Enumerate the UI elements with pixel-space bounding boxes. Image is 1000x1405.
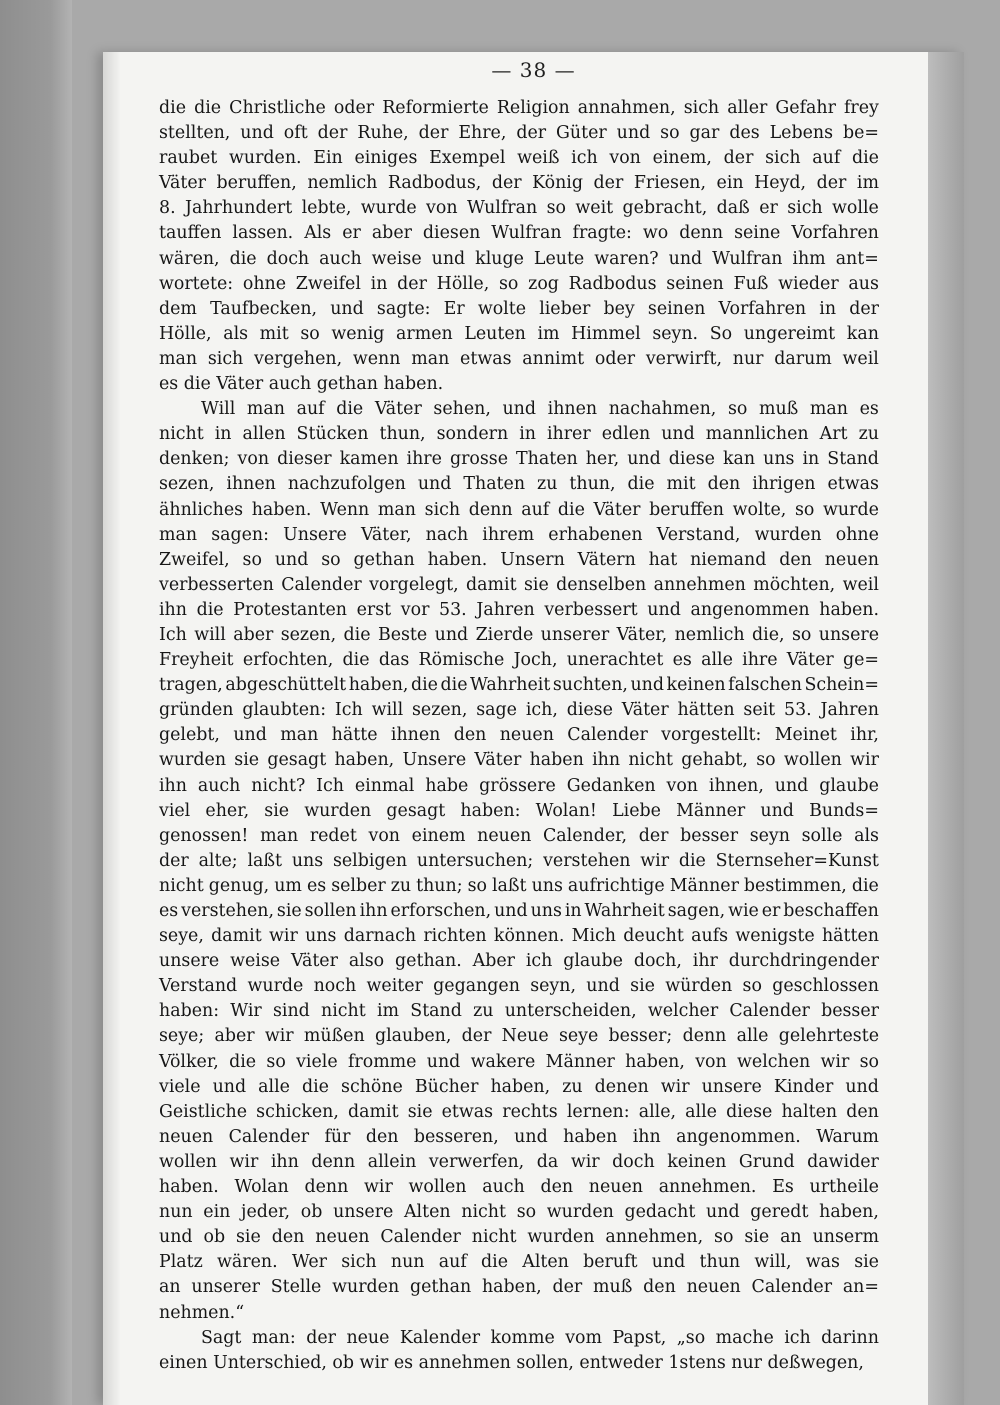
- text-line: ihn die Protestanten erst vor 53. Jahren verbessert und angenommen haben.: [159, 599, 879, 620]
- paragraph: [159, 397, 879, 1325]
- paragraph: [159, 1326, 879, 1376]
- text-line: nun ein jeder, ob unsere Alten nicht so wurden gedacht und geredt haben,: [159, 1202, 879, 1223]
- page-edge-strip: [928, 52, 964, 1405]
- text-line: es verstehen, sie sollen ihn erforschen, und uns in Wahrheit sagen, wie er beschaffen: [159, 901, 879, 921]
- text-line: neuen Calender für den besseren, und haben ihn angenommen. Warum: [159, 1126, 879, 1147]
- text-line: es die Väter auch gethan haben.: [159, 374, 444, 395]
- text-line: Hölle, als mit so wenig armen Leuten im Himmel seyn. So ungereimt kan: [159, 323, 879, 344]
- text-line: denken; von dieser kamen ihre grosse Thaten her, und diese kan uns in Stand: [159, 449, 879, 470]
- text-line: Verstand wurde noch weiter gegangen seyn, und sie würden so geschlossen: [159, 976, 879, 997]
- text-line: einen Unterschied, ob wir es annehmen sollen, entweder 1stens nur deßwegen,: [159, 1352, 864, 1373]
- text-line: unsere weise Väter also gethan. Aber ich glaube doch, ihr durchdringender: [159, 951, 879, 972]
- page-number: — 38 —: [491, 58, 576, 82]
- text-line: nicht in allen Stücken thun, sondern in ihrer edlen und mannlichen Art zu: [159, 424, 879, 445]
- text-line: wurden sie gesagt haben, Unsere Väter haben ihn nicht gehabt, so wollen wir: [159, 750, 879, 771]
- text-line: viel eher, sie wurden gesagt haben: Wolan! Liebe Männer und Bunds=: [159, 800, 879, 821]
- text-line: an unserer Stelle wurden gethan haben, der muß den neuen Calender an=: [159, 1277, 879, 1298]
- text-line: die die Christliche oder Reformierte Religion annahmen, sich aller Gefahr frey: [159, 98, 879, 118]
- text-line: Will man auf die Väter sehen, und ihnen nachahmen, so muß man es: [201, 399, 879, 420]
- text-line: Freyheit erfochten, die das Römische Joch, unerachtet es alle ihre Väter ge=: [159, 650, 879, 671]
- text-line: Sagt man: der neue Kalender komme vom Papst, „so mache ich darinn: [201, 1327, 879, 1348]
- text-line: nehmen.“: [159, 1302, 245, 1323]
- text-line: gelebt, und man hätte ihnen den neuen Calender vorgestellt: Meinet ihr,: [159, 725, 879, 746]
- text-line: verbesserten Calender vorgelegt, damit sie denselben annehmen möchten, weil: [159, 574, 879, 595]
- text-line: dem Taufbecken, und sagte: Er wolte lieber bey seinen Vorfahren in der: [159, 298, 879, 319]
- body-text: [159, 96, 879, 1376]
- text-line: man sagen: Unsere Väter, nach ihrem erhabenen Verstand, wurden ohne: [159, 524, 879, 545]
- text-line: sezen, ihnen nachzufolgen und Thaten zu thun, die mit den ihrigen etwas: [159, 474, 879, 495]
- text-line: gründen glaubten: Ich will sezen, sage ich, diese Väter hätten seit 53. Jahren: [159, 700, 879, 721]
- text-line: man sich vergehen, wenn man etwas annimt oder verwirft, nur darum weil: [159, 348, 879, 369]
- text-line: tragen, abgeschüttelt haben, die die Wahrheit suchten, und keinen falschen Schein=: [159, 675, 879, 696]
- text-line: viele und alle die schöne Bücher haben, zu denen wir unsere Kinder und: [159, 1076, 879, 1097]
- text-line: genossen! man redet von einem neuen Calender, der besser seyn solle als: [159, 825, 879, 846]
- text-line: seye; aber wir müßen glauben, der Neue seye besser; denn alle gelehrteste: [159, 1026, 879, 1047]
- spine-shadow: [103, 52, 121, 1405]
- paragraph: [159, 96, 879, 397]
- text-line: stellten, und oft der Ruhe, der Ehre, der Güter und so gar des Lebens be=: [159, 123, 879, 144]
- text-line: der alte; laßt uns selbigen untersuchen; verstehen wir die Sternseher=Kunst: [159, 850, 879, 871]
- text-line: wollen wir ihn denn allein verwerfen, da wir doch keinen Grund dawider: [159, 1151, 879, 1172]
- scan-background-left: [0, 0, 72, 1405]
- text-line: Väter beruffen, nemlich Radbodus, der König der Friesen, ein Heyd, der im: [159, 173, 879, 194]
- text-line: Völker, die so viele fromme und wakere Männer haben, von welchen wir so: [159, 1051, 879, 1072]
- text-line: tauffen lassen. Als er aber diesen Wulfran fragte: wo denn seine Vorfahren: [159, 223, 879, 244]
- text-line: raubet wurden. Ein einiges Exempel weiß ich von einem, der sich auf die: [159, 148, 879, 169]
- text-line: ähnliches haben. Wenn man sich denn auf die Väter beruffen wolte, so wurde: [159, 499, 879, 520]
- text-line: wortete: ohne Zweifel in der Hölle, so zog Radbodus seinen Fuß wieder aus: [159, 273, 879, 294]
- text-line: wären, die doch auch weise und kluge Leute waren? und Wulfran ihm ant=: [159, 248, 879, 269]
- text-line: haben. Wolan denn wir wollen auch den neuen annehmen. Es urtheile: [159, 1177, 879, 1198]
- text-line: ihn auch nicht? Ich einmal habe grössere Gedanken von ihnen, und glaube: [159, 775, 879, 796]
- text-line: nicht genug, um es selber zu thun; so laßt uns aufrichtige Männer bestimmen, die: [159, 875, 879, 896]
- text-line: haben: Wir sind nicht im Stand zu unterscheiden, welcher Calender besser: [159, 1001, 879, 1022]
- text-line: Zweifel, so und so gethan haben. Unsern Vätern hat niemand den neuen: [159, 549, 879, 570]
- text-line: seye, damit wir uns darnach richten können. Mich deucht aufs wenigste hätten: [159, 926, 879, 947]
- text-line: und ob sie den neuen Calender nicht wurden annehmen, so sie an unserm: [159, 1227, 879, 1248]
- text-line: Geistliche schicken, damit sie etwas rechts lernen: alle, alle diese halten den: [159, 1101, 879, 1122]
- text-line: 8. Jahrhundert lebte, wurde von Wulfran so weit gebracht, daß er sich wolle: [159, 198, 879, 219]
- text-line: Ich will aber sezen, die Beste und Zierde unserer Väter, nemlich die, so unsere: [159, 624, 879, 645]
- text-line: Platz wären. Wer sich nun auf die Alten beruft und thun will, was sie: [159, 1252, 879, 1273]
